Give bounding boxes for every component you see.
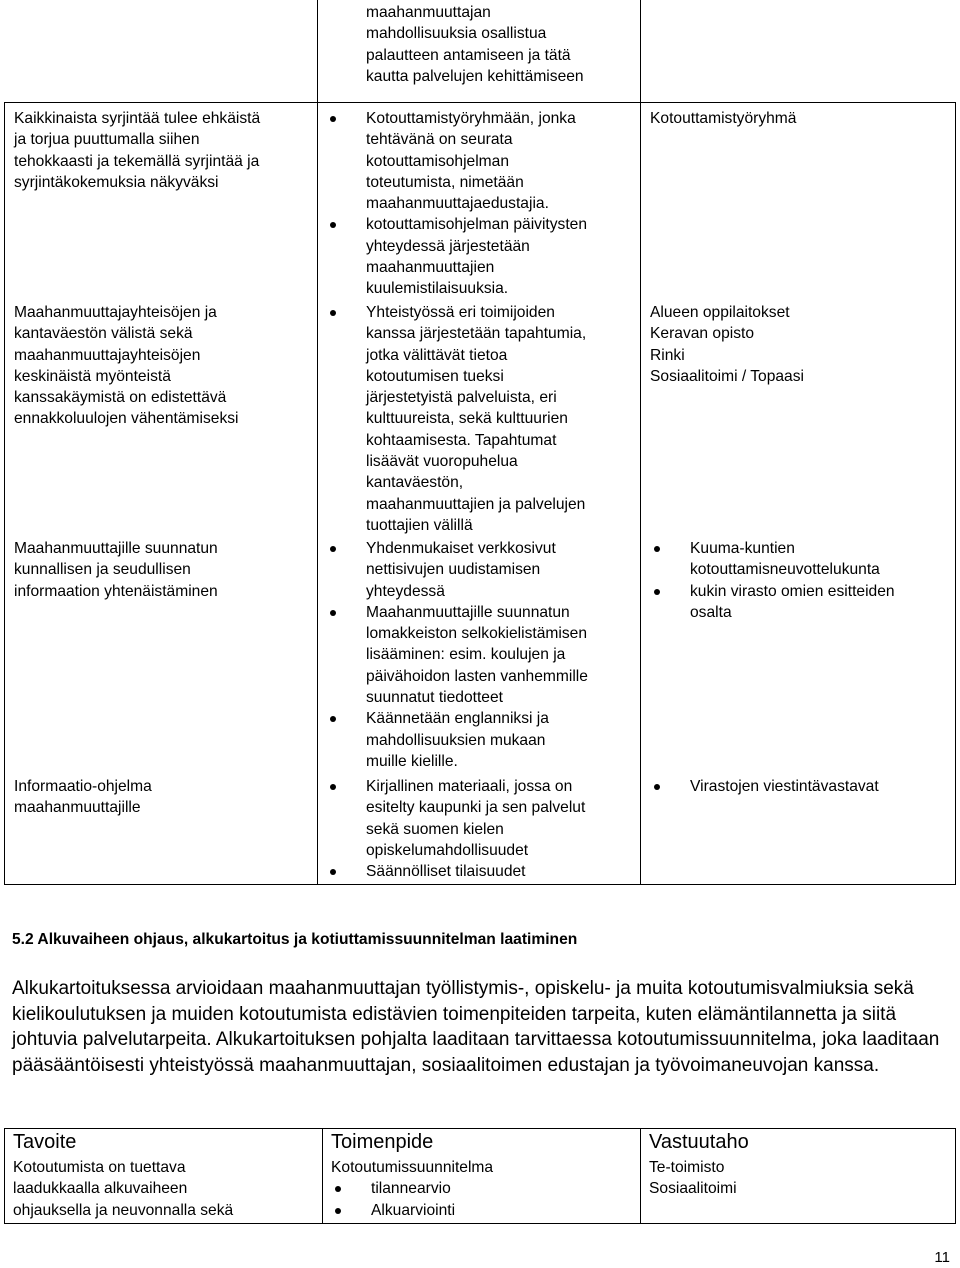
table2-action-cell xyxy=(331,1157,631,1221)
table2-responsible-cell: Te-toimisto Sosiaalitoimi xyxy=(649,1159,737,1198)
table2-col-border xyxy=(322,1128,323,1224)
goal-cell: Informaatio-ohjelma maahanmuuttajille xyxy=(14,778,152,817)
actions-list xyxy=(326,538,636,772)
responsible-list xyxy=(650,776,950,797)
list-item: Käännetään englanniksi ja mahdollisuuksien mukaan muille kielille. xyxy=(326,708,636,772)
list-item: Yhteistyössä eri toimijoiden kanssa järjestetään tapahtumia, jotka välittävät tietoa kotoutumisen tueksi järjestetyistä palveluista, eri kulttuureista, sekä kulttuurien kohtaamisesta. Tapahtumat lisäävät vuoropuhelua kantaväestön, maahanmuuttajien ja palvelujen tuottajien välillä xyxy=(326,302,636,536)
list-item: tilannearvio xyxy=(331,1178,631,1199)
actions-list xyxy=(326,302,636,536)
table-bottom-border xyxy=(4,884,956,885)
list-item: Virastojen viestintävastavat xyxy=(650,776,950,797)
table2-top-border xyxy=(4,1128,956,1129)
table2-col-border xyxy=(4,1128,5,1224)
actions-list xyxy=(326,776,636,882)
goal-cell: Maahanmuuttajille suunnatun kunnallisen ja seudullisen informaation yhtenäistäminen xyxy=(14,540,218,600)
table2-bottom-border xyxy=(4,1223,956,1224)
goal-cell: Kaikkinaista syrjintää tulee ehkäistä ja torjua puuttumalla siihen tehokkaasti ja tekemällä syrjintää ja syrjintäkokemuksia näkyväksi xyxy=(14,110,261,191)
list-item: Säännölliset tilaisuudet xyxy=(326,861,636,882)
section-body: Alkukartoituksessa arvioidaan maahanmuuttajan työllistymis-, opiskelu- ja muita kotoutumisvalmiuksia sekä kielikoulutuksen ja muiden kotoutumista edistävien toimenpiteiden tarpeita, kuten elämäntilannetta ja siitä johtuvia palvelutarpeita. Alkukartoituksen pohjalta laaditaan tarvittaessa kotoutumissuunnitelma, joka laaditaan pääsääntöisesti yhteistyössä maahanmuuttajan, sosiaalitoimen edustajan ja työvoimaneuvojan kanssa. xyxy=(12,978,940,1076)
col-border-right xyxy=(955,102,956,885)
list-item: Maahanmuuttajille suunnatun lomakkeiston selkokielistämisen lisääminen: esim. koulujen ja päivähoidon lasten vanhemmille suunnatut tiedotteet xyxy=(326,602,636,708)
list-item: Alkuarviointi xyxy=(331,1200,631,1221)
action-title: Kotoutumissuunnitelma xyxy=(331,1159,494,1176)
responsible-cell: Kotouttamistyöryhmä xyxy=(650,110,797,127)
table2-col-border xyxy=(955,1128,956,1224)
list-item: Kotouttamistyöryhmään, jonka tehtävänä on seurata kotouttamisohjelman toteutumista, nimetään maahanmuuttajaedustajia. xyxy=(326,108,636,214)
responsible-list xyxy=(650,538,950,623)
col-border-left xyxy=(4,102,5,885)
list-item: Yhdenmukaiset verkkosivut nettisivujen uudistamisen yhteydessä xyxy=(326,538,636,602)
list-item: kukin virasto omien esitteiden osalta xyxy=(650,581,950,624)
table2-goal-cell: Kotoutumista on tuettava laadukkaalla alkuvaiheen ohjauksella ja neuvonnalla sekä xyxy=(13,1159,234,1219)
table2-header-goal: Tavoite xyxy=(13,1131,77,1153)
responsible-cell: Alueen oppilaitokset Keravan opisto Rinki Sosiaalitoimi / Topaasi xyxy=(650,304,804,385)
table2-col-border xyxy=(640,1128,641,1224)
actions-list xyxy=(326,108,636,300)
table2-header-action: Toimenpide xyxy=(331,1131,434,1153)
actions-list xyxy=(331,1178,631,1221)
table2-header-responsible: Vastuutaho xyxy=(649,1131,749,1153)
row-divider xyxy=(4,102,956,103)
list-item: Kuuma-kuntien kotouttamisneuvottelukunta xyxy=(650,538,950,581)
col-border-1 xyxy=(317,0,318,885)
section-heading: 5.2 Alkuvaiheen ohjaus, alkukartoitus ja kotiuttamissuunnitelman laatiminen xyxy=(12,931,578,948)
col-border-2 xyxy=(640,0,641,885)
page-number: 11 xyxy=(934,1249,950,1266)
list-item: kotouttamisohjelman päivitysten yhteydessä järjestetään maahanmuuttajien kuulemistilaisuuksia. xyxy=(326,214,636,299)
continuation-text: maahanmuuttajan mahdollisuuksia osallistua palautteen antamiseen ja tätä kautta palvelujen kehittämiseen xyxy=(366,4,584,85)
list-item: Kirjallinen materiaali, jossa on esitelty kaupunki ja sen palvelut sekä suomen kielen opiskelumahdollisuudet xyxy=(326,776,636,861)
goal-cell: Maahanmuuttajayhteisöjen ja kantaväestön välistä sekä maahanmuuttajayhteisöjen keskinäistä myönteistä kanssakäymistä on edistettävä ennakkoluulojen vähentämiseksi xyxy=(14,304,239,428)
